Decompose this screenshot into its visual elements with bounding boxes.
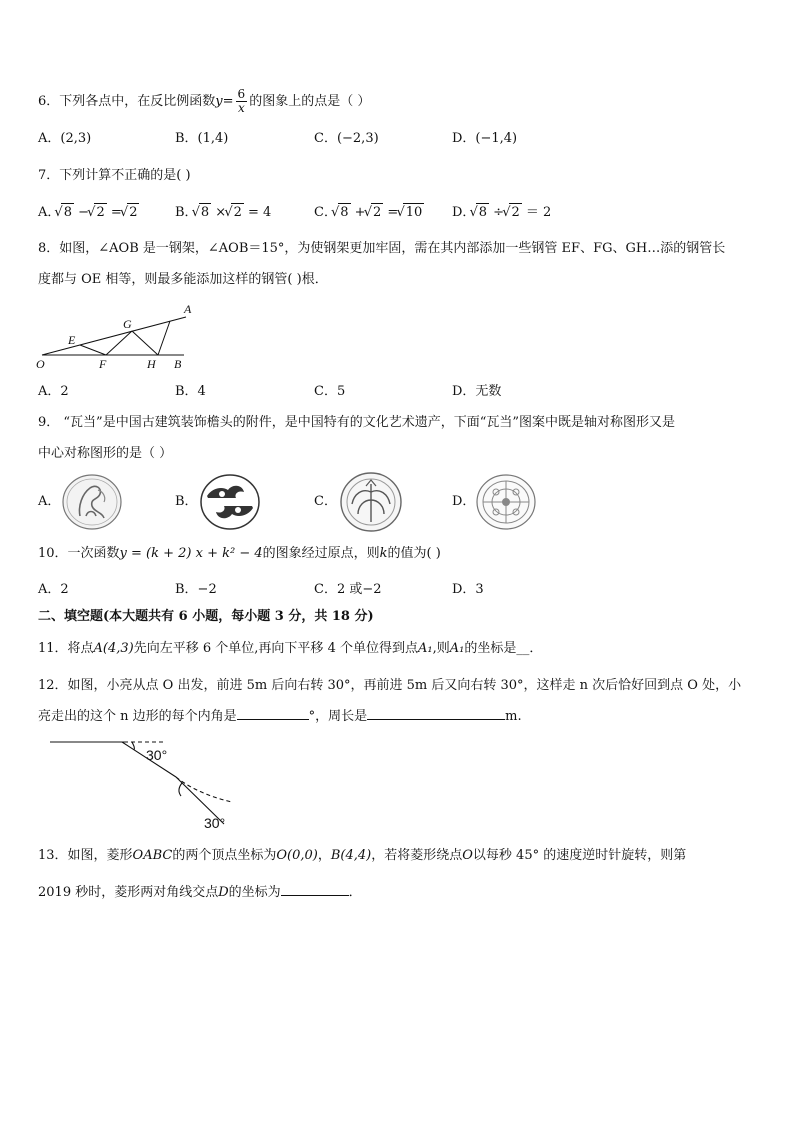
q12-stem-line1: 12．如图，小亮从点 O 出发，前进 5m 后向右转 30°，再前进 5m 后又向右转 30°，这样走 n 次后恰好回到点 O 处，小 [38,678,742,693]
q6-stem-text-b: 的图象上的点是（ ） [249,94,371,109]
q8-seg-ef [80,345,106,355]
q12-text-a: 亮走出的这个 n 边形的每个内角是 [38,709,237,724]
q12-angle-label-1: 30° [146,747,168,763]
q13-text-b: 的两个顶点坐标为 [172,848,277,863]
q13-point-o2: O [462,848,473,863]
q7-option-d [452,203,551,222]
q7-c-prefix: C． [314,205,337,220]
q13-text-a: 13．如图，菱形 [38,848,133,863]
q11-stem-text-c: ,则 [432,641,450,656]
q10-stem-text-a: 10．一次函数 [38,546,120,561]
q12-blank-perimeter[interactable] [367,707,505,720]
q9-option-b: B． [175,494,198,509]
q7-option-c [314,203,424,222]
q13-stem-line2 [38,883,362,902]
q7-c-root2: √ 2 [371,203,384,222]
q10-stem-text-c: 的值为( ) [387,546,441,561]
q6-fraction [236,88,248,115]
q6-frac-num: 6 [237,87,246,101]
q13-text-line2-c: ． [348,885,362,900]
q7-a-prefix: A． [38,205,61,220]
q13-text-line2-b: 的坐标为 [228,885,281,900]
q7-b-op: × [211,205,231,220]
q7-c-root1: √ 8 [338,203,351,222]
q7-b-prefix: B． [175,205,198,220]
q13-blank-answer[interactable] [281,883,349,896]
q7-a-root2: √ 2 [94,203,107,222]
q7-d-root1: √ 8 [476,203,489,222]
q11-point-a: A(4,3) [93,641,134,656]
q8-seg-h-oa [158,321,170,355]
q7-d-prefix: D． [452,205,476,220]
q8-label-f: F [99,357,107,371]
q9-option-c: C． [314,494,337,509]
q8-stem-line2: 度都与 OE 相等，则最多能添加这样的钢管( )根． [38,272,328,287]
q7-d-eq: ＝ 2 [521,205,552,220]
q6-option-b: B．(1,4) [175,131,229,146]
q13-text-d: 以每秒 45° 的速度逆时针旋转，则第 [472,848,687,863]
q13-point-d: D [218,885,229,900]
q10-k: k [379,546,388,561]
q13-point-o: O(0,0) [276,848,318,863]
q8-label-g: G [123,317,132,331]
q9-option-d: D． [452,494,476,509]
q11-stem-text-a: 11．将点 [38,641,94,656]
q12-figure [44,736,244,832]
q13-stem-line1 [38,847,686,865]
q7-c-eq: = [383,205,403,220]
q13-text-c: ，若将菱形绕点 [371,848,463,863]
q7-c-op: + [350,205,370,220]
q10-option-b: B．−2 [175,582,217,597]
q7-c-root3: √ 10 [403,203,424,222]
q6-eq: = [222,94,234,109]
q8-option-c: C．5 [314,384,346,399]
q7-a-root3: √ 2 [127,203,140,222]
q10-stem [38,545,441,563]
q10-option-a: A．2 [38,582,69,597]
q7-a-eq: = [106,205,126,220]
q12-blank-angle[interactable] [237,707,309,720]
q11-point-a1-2: A₁ [449,641,465,656]
q9-medallion-c [338,470,404,534]
q7-b-eq: = 4 [243,205,272,220]
q8-label-e: E [68,333,76,347]
q6-option-c: C．(−2,3) [314,131,379,146]
q7-a-op: − [73,205,94,220]
q11-stem-text-b: 先向左平移 6 个单位,再向下平移 4 个单位得到点 [133,641,418,656]
q6-y: y [215,94,223,109]
q11-stem [38,640,542,658]
q9-stem-line2: 中心对称图形的是（ ） [38,446,173,461]
q12-ext-2 [176,777,232,802]
q9-stem-line1: 9． “瓦当”是中国古建筑装饰檐头的附件，是中国特有的文化艺术遗产，下面“瓦当”图案中既是轴对称图形又是 [38,415,675,430]
q6-stem-text-a: 6．下列各点中，在反比例函数 [38,94,216,109]
q10-expression: y = (k + 2) x + k² − 4 [119,546,263,561]
q13-point-b: B(4,4) [330,848,372,863]
q7-b-root1: √ 8 [199,203,212,222]
q7-d-root2: √ 2 [509,203,522,222]
q12-text-b: °，周长是 [308,709,368,724]
q6-stem [38,88,370,115]
q6-option-d: D．(−1,4) [452,131,518,146]
q13-comma: ， [317,848,331,863]
q11-stem-text-d: 的坐标是__． [464,641,543,656]
q11-point-a1: A₁ [417,641,433,656]
section-fill-in-title: 二、填空题(本大题共有 6 小题，每小题 3 分，共 18 分) [38,609,374,624]
q12-angle-label-2: 30° [204,815,226,831]
q8-option-d: D．无数 [452,384,502,399]
q7-a-root1: √ 8 [61,203,74,222]
q9-medallion-d [474,472,538,532]
q9-medallion-a [60,472,124,532]
q7-option-a [38,203,139,222]
q6-option-a: A．(2,3) [38,131,92,146]
q8-label-b: B [174,357,182,371]
q12-text-c: m. [505,709,522,724]
q8-seg-gh [132,331,158,355]
q8-label-o: O [36,357,45,371]
q8-stem-line1: 8．如图，∠AOB 是一钢架，∠AOB＝15°，为使钢架更加牢固，需在其内部添加一些钢管 EF、FG、GH…添的钢管长 [38,241,726,256]
q10-option-c: C．2 或−2 [314,582,382,597]
q8-label-h: H [147,357,156,371]
q6-frac-den: x [237,101,245,115]
q9-medallion-b [198,472,262,532]
q10-stem-text-b: 的图象经过原点，则 [262,546,380,561]
q8-option-b: B．4 [175,384,206,399]
q12-arc-2 [179,783,182,796]
q13-oabc: OABC [132,848,173,863]
q7-option-b [175,203,271,222]
q7-stem: 7．下列计算不正确的是( ) [38,168,191,183]
q8-label-a: A [184,302,192,316]
q8-figure [34,300,204,372]
q13-text-line2-a: 2019 秒时，菱形两对角线交点 [38,885,219,900]
q7-b-root2: √ 2 [231,203,244,222]
q7-d-op: ÷ [489,205,509,220]
q10-option-d: D．3 [452,582,484,597]
q9-option-a: A． [38,494,61,509]
q8-option-a: A．2 [38,384,69,399]
q12-stem-line2 [38,707,522,726]
